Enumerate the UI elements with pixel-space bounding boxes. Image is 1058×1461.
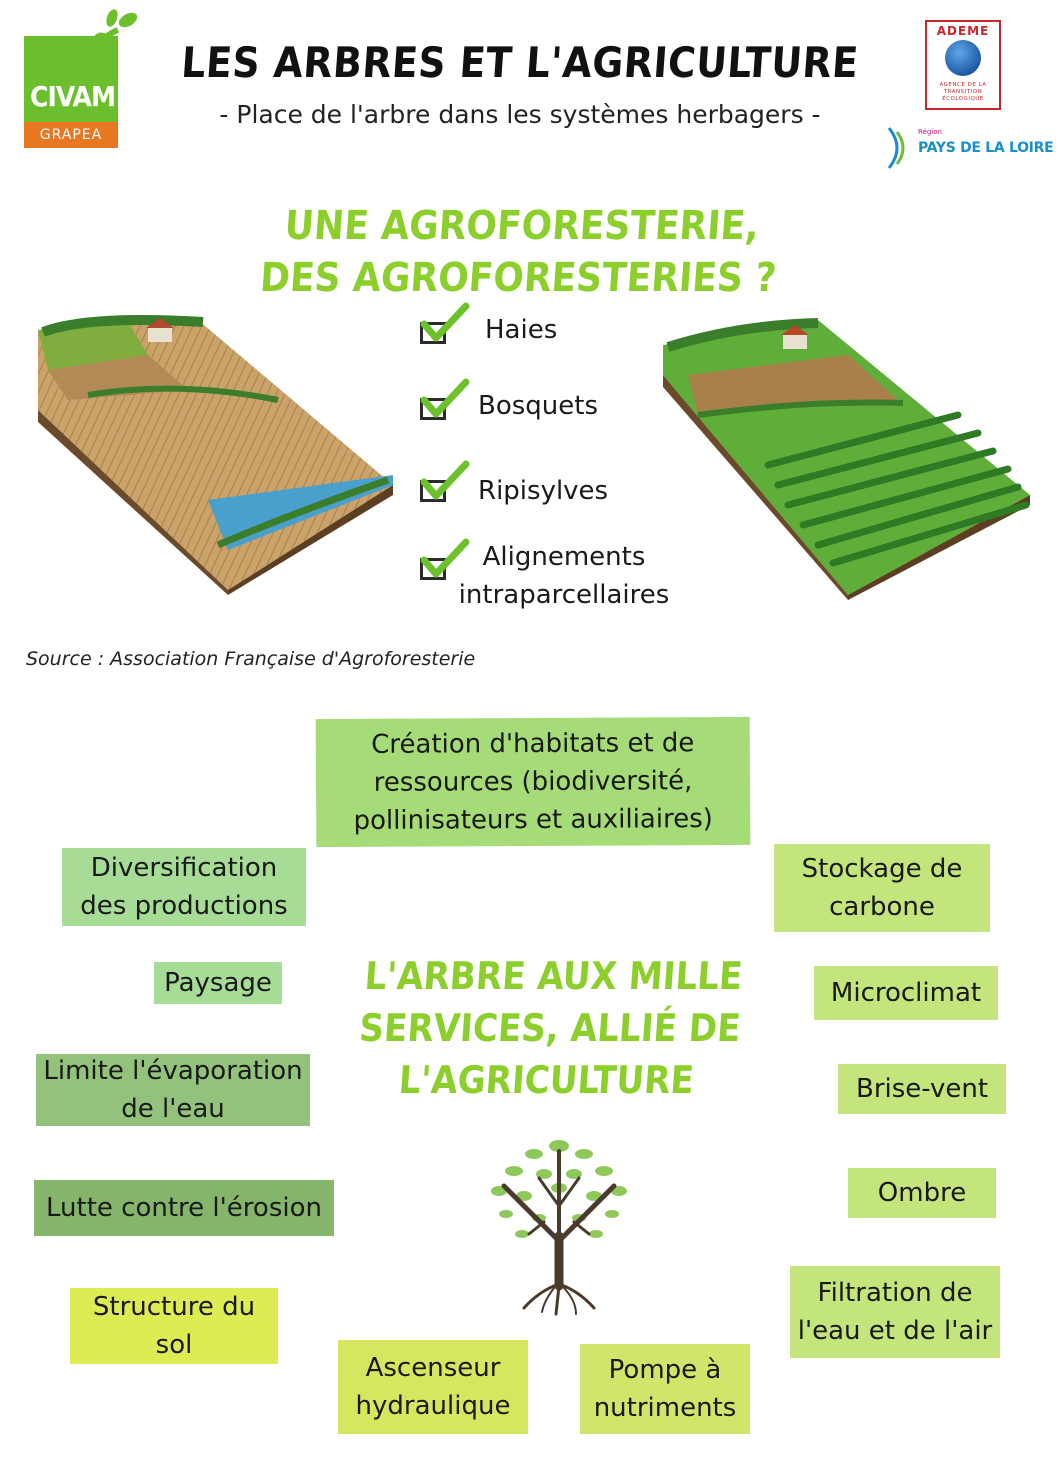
- region-arcs-icon: [885, 124, 917, 172]
- service-label: Paysage: [164, 968, 272, 998]
- service-ombre: [848, 1168, 996, 1218]
- civam-sub: GRAPEA: [24, 122, 118, 148]
- service-label: Brise-vent: [855, 1074, 989, 1104]
- checkmark-icon: [418, 378, 470, 422]
- service-structure-sol: [70, 1288, 278, 1364]
- service-label: Ascenseur hydraulique: [355, 1353, 511, 1421]
- service-label: Pompe à nutriments: [593, 1355, 737, 1423]
- service-pompe: [580, 1344, 750, 1434]
- civam-name: CIVAM: [30, 80, 116, 113]
- checkmark-icon: [418, 302, 470, 346]
- region-prefix: Région: [918, 128, 942, 136]
- source-caption: Source : Association Française d'Agroforesterie: [26, 648, 476, 670]
- service-habitats: [316, 717, 751, 847]
- service-label: Création d'habitats et de ressources (biodiversité, pollinisateurs et auxiliaires): [353, 728, 713, 836]
- service-label: Diversification des productions: [80, 853, 288, 921]
- check-label-haies: Haies: [485, 315, 558, 345]
- service-filtration: [790, 1266, 1000, 1358]
- page-title: LES ARBRES ET L'AGRICULTURE: [179, 38, 861, 87]
- agroforestry-title: UNE AGROFORESTERIE, DES AGROFORESTERIES ?: [258, 203, 778, 301]
- check-label-bosquets: Bosquets: [478, 391, 599, 421]
- service-diversification: [62, 848, 306, 926]
- service-erosion: [34, 1180, 334, 1236]
- checkmark-icon: [418, 460, 470, 504]
- service-label: Microclimat: [830, 978, 982, 1008]
- landscape-arable-illustration: [28, 300, 398, 595]
- service-microclimat: [814, 966, 998, 1020]
- services-title: L'ARBRE AUX MILLE SERVICES, ALLIÉ DE L'AGRICULTURE: [357, 954, 745, 1102]
- service-paysage: [154, 962, 282, 1004]
- landscape-agroforestry-illustration: [658, 305, 1033, 600]
- ademe-name: ADEME: [936, 24, 990, 38]
- service-label: Filtration de l'eau et de l'air: [797, 1278, 993, 1346]
- region-name: PAYS DE LA LOIRE: [918, 140, 1054, 156]
- service-brise-vent: [838, 1064, 1006, 1114]
- service-evaporation: [36, 1054, 310, 1126]
- service-label: Ombre: [877, 1178, 967, 1208]
- civam-logo: [24, 8, 142, 143]
- service-label: Structure du sol: [92, 1292, 256, 1360]
- service-label: Limite l'évaporation de l'eau: [43, 1056, 303, 1124]
- ademe-logo: [925, 20, 1001, 110]
- page-subtitle: - Place de l'arbre dans les systèmes herbagers -: [219, 100, 821, 129]
- sprout-logo-icon: [78, 8, 142, 68]
- service-label: Lutte contre l'érosion: [46, 1193, 322, 1223]
- region-logo: [885, 124, 1054, 172]
- service-ascenseur: [338, 1340, 528, 1434]
- service-carbone: [774, 844, 990, 932]
- service-label: Stockage de carbone: [801, 854, 963, 922]
- check-label-alignements: Alignements intraparcellaires: [458, 542, 670, 610]
- globe-icon: [945, 40, 981, 76]
- tree-icon: [484, 1126, 634, 1316]
- check-label-ripisylves: Ripisylves: [478, 476, 609, 506]
- ademe-sub: AGENCE DE LA TRANSITION ÉCOLOGIQUE: [939, 82, 987, 102]
